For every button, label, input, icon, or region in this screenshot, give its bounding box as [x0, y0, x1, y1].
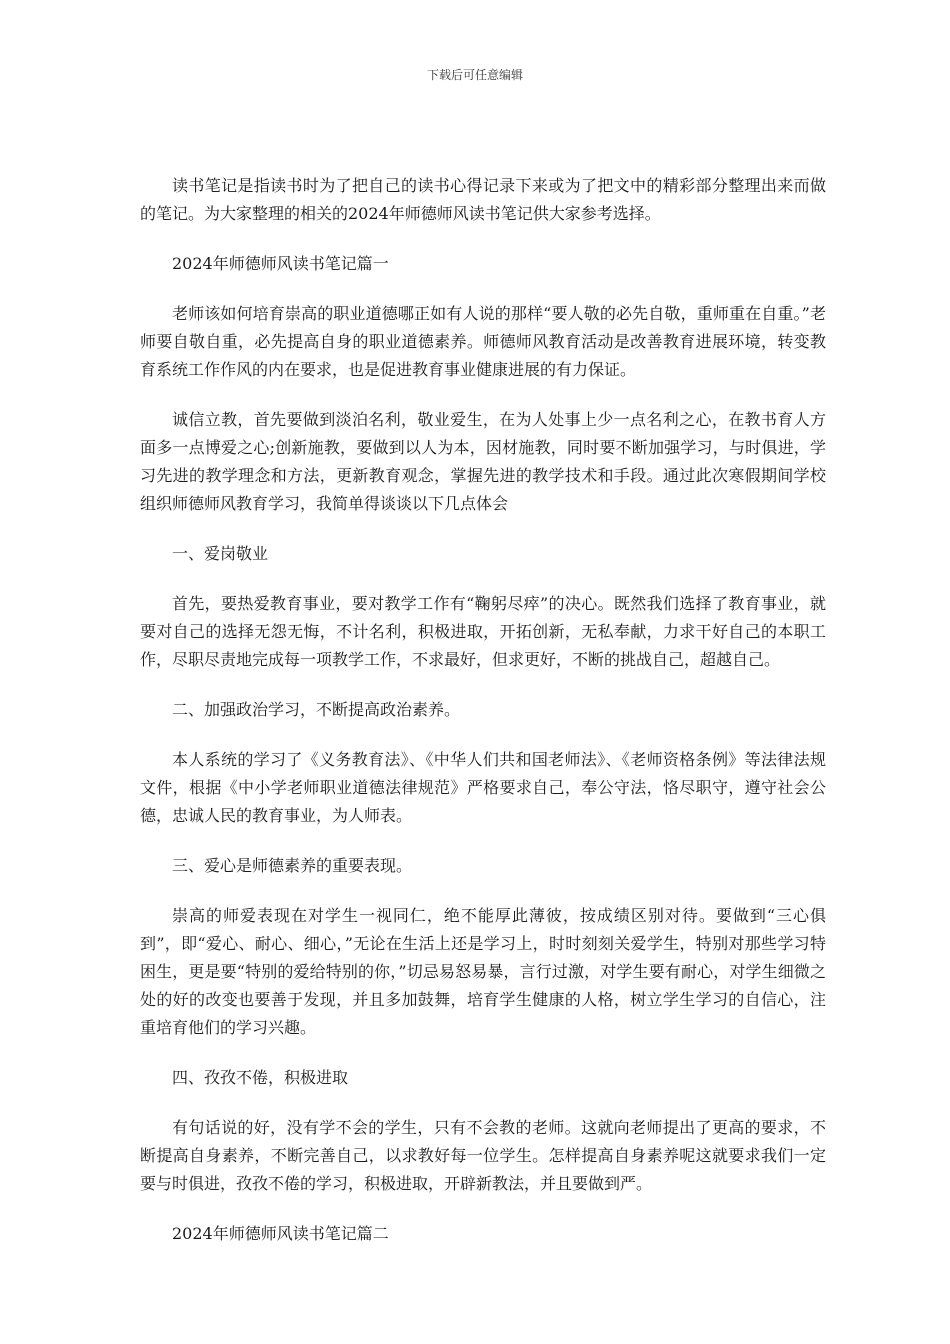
- subheading-dedication: 一、爱岗敬业: [172, 544, 269, 563]
- header-note: 下载后可任意编辑: [426, 68, 523, 82]
- intro-paragraph: 读书笔记是指读书时为了把自己的读书心得记录下来或为了把文中的精彩部分整理出来而做的笔记。为大家整理的相关的2024年师德师风读书笔记供大家参考选择。: [140, 176, 826, 223]
- subheading-political-study: 二、加强政治学习，不断提高政治素养。: [172, 700, 461, 719]
- body-paragraph: 有句话说的好，没有学不会的学生，只有不会教的老师。这就向老师提出了更高的要求，不断提高自身素养，不断完善自己，以求教好每一位学生。怎样提高自身素养呢这就要求我们一定要与时俱进，孜孜不倦的学习，积极进取，开辟新教法，并且要做到严。: [140, 1118, 826, 1193]
- body-paragraph: 本人系统的学习了《义务教育法》、《中华人们共和国老师法》、《老师资格条例》等法律法规文件，根据《中小学老师职业道德法律规范》严格要求自己，奉公守法，恪尽职守，遵守社会公德，忠诚人民的教育事业，为人师表。: [140, 750, 826, 825]
- subheading-love: 三、爱心是师德素养的重要表现。: [172, 856, 413, 875]
- document-body: [140, 172, 826, 1270]
- subheading-diligence: 四、孜孜不倦，积极进取: [172, 1068, 349, 1087]
- body-paragraph: 崇高的师爱表现在对学生一视同仁，绝不能厚此薄彼，按成绩区别对待。要做到“三心俱到”，即“爱心、耐心、细心，”无论在生活上还是学习上，时时刻刻关爱学生，特别对那些学习特困生，更是要“特别的爱给特别的你，”切忌易怒易暴，言行过激，对学生要有耐心，对学生细微之处的好的改变也要善于发现，并且多加鼓舞，培育学生健康的人格，树立学生学习的自信心，注重培育他们的学习兴趣。: [140, 906, 826, 1037]
- body-paragraph: 首先，要热爱教育事业，要对教学工作有“鞠躬尽瘁”的决心。既然我们选择了教育事业，就要对自己的选择无怨无悔，不计名利，积极进取，开拓创新，无私奉献，力求干好自己的本职工作，尽职尽责地完成每一项教学工作，不求最好，但求更好，不断的挑战自己，超越自己。: [140, 594, 826, 669]
- body-paragraph: 诚信立教，首先要做到淡泊名利，敬业爱生，在为人处事上少一点名利之心，在教书育人方面多一点博爱之心;创新施教，要做到以人为本，因材施教，同时要不断加强学习，与时俱进，学习先进的教学理念和方法，更新教育观念，掌握先进的教学技术和手段。通过此次寒假期间学校组织师德师风教育学习，我简单得谈谈以下几点体会: [140, 410, 826, 513]
- section-heading-part-one: 2024年师德师风读书笔记篇一: [172, 254, 389, 273]
- section-heading-part-two: 2024年师德师风读书笔记篇二: [172, 1224, 389, 1243]
- body-paragraph: 老师该如何培育崇高的职业道德哪正如有人说的那样“要人敬的必先自敬，重师重在自重。”老师要自敬自重，必先提高自身的职业道德素养。师德师风教育活动是改善教育进展环境，转变教育系统工作作风的内在要求，也是促进教育事业健康进展的有力保证。: [140, 304, 826, 379]
